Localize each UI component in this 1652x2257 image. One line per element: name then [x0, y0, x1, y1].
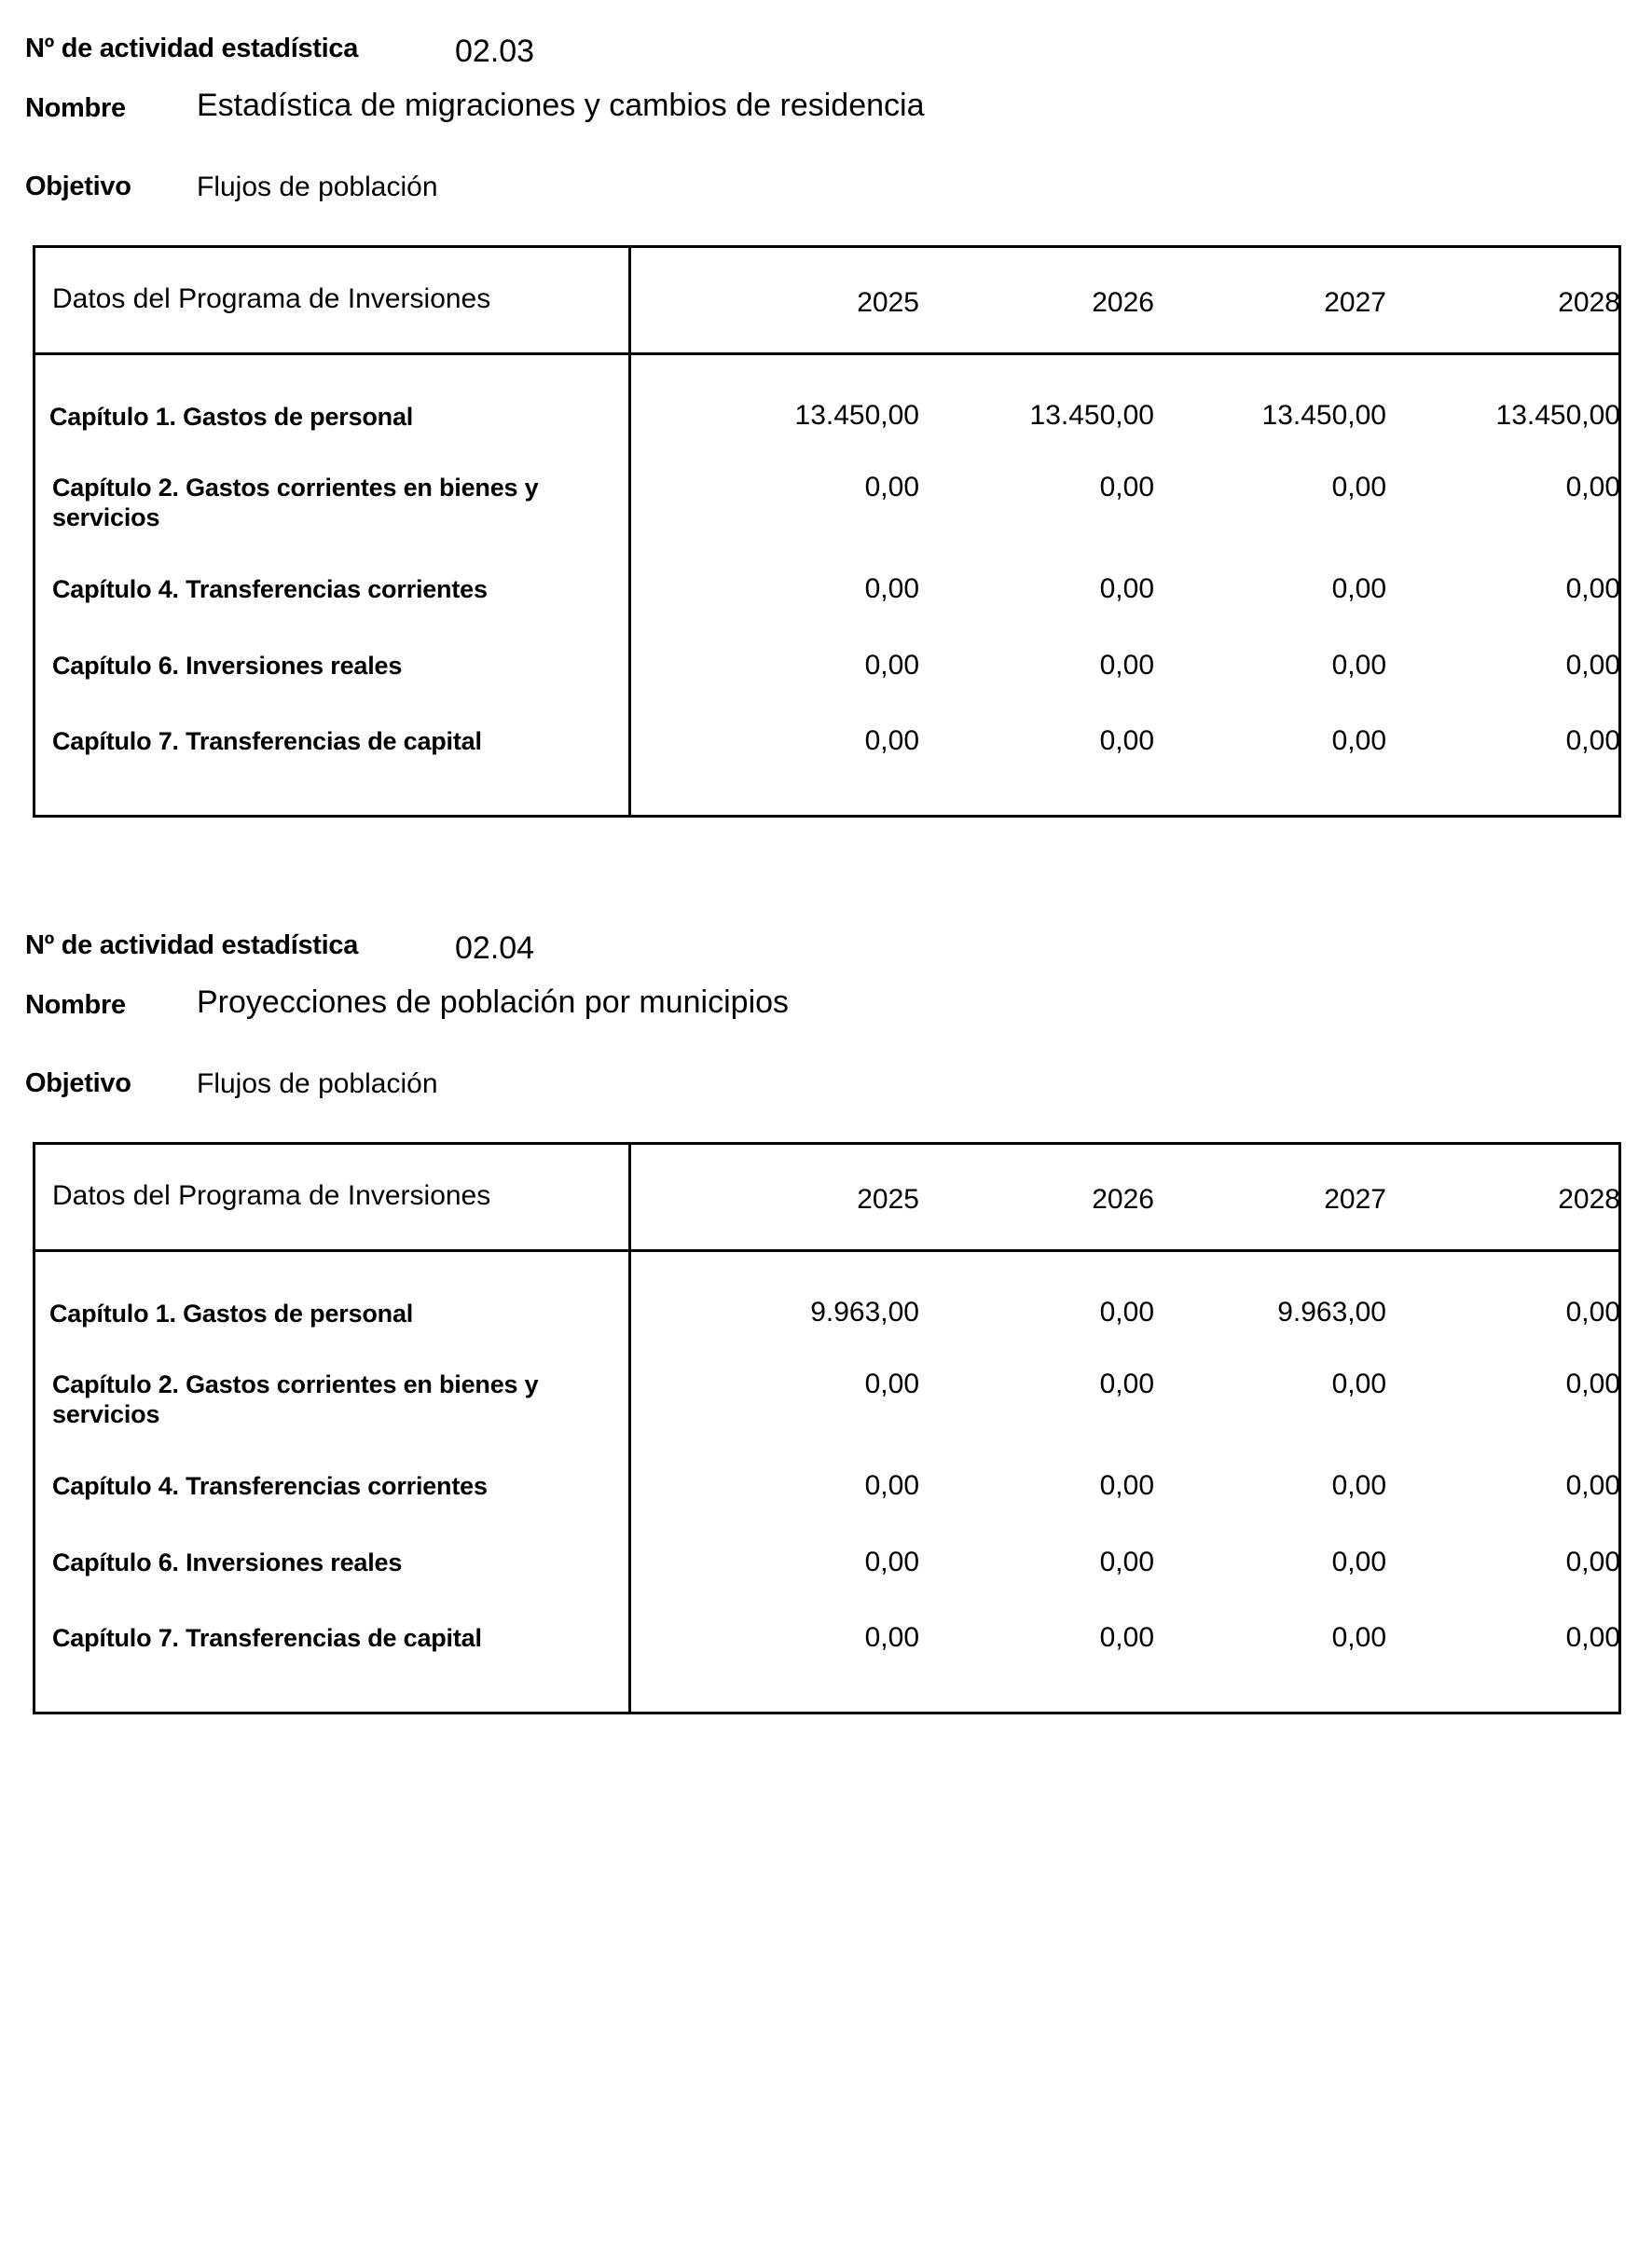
table-cell: 13.450,00 [1261, 400, 1386, 431]
table-cell: 0,00 [1565, 650, 1620, 681]
table-cell: 0,00 [1099, 1369, 1154, 1399]
table-cell: 13.450,00 [1029, 400, 1154, 431]
table-cell: 0,00 [1565, 725, 1620, 756]
activity-name-value: Proyecciones de población por municipios [197, 984, 790, 1020]
activity-name-label: Nombre [25, 990, 126, 1020]
year-header: 2027 [1324, 287, 1386, 318]
table-cell: 0,00 [1565, 1470, 1620, 1501]
year-header: 2028 [1558, 1184, 1620, 1215]
year-header: 2025 [857, 1184, 919, 1215]
table-cell: 0,00 [1099, 650, 1154, 681]
activity-number-value: 02.04 [455, 930, 535, 966]
table-cell: 0,00 [1099, 1470, 1154, 1501]
table-cell: 0,00 [1099, 1297, 1154, 1328]
activity-objective-label: Objetivo [25, 172, 131, 201]
table-row-label: Capítulo 6. Inversiones reales [52, 1548, 403, 1576]
table-row-label: Capítulo 1. Gastos de personal [49, 403, 414, 431]
table-cell: 0,00 [864, 1622, 919, 1653]
year-header: 2027 [1324, 1184, 1386, 1215]
activity-name-label: Nombre [25, 93, 126, 123]
activity-objective-value: Flujos de población [197, 172, 438, 202]
table-divider-vertical [628, 248, 631, 815]
table-cell: 0,00 [864, 650, 919, 681]
investment-table [33, 245, 1621, 818]
table-divider-horizontal [35, 352, 1618, 355]
table-row-label: Capítulo 4. Transferencias corrientes [52, 575, 488, 603]
activity-section-0203 [0, 0, 1652, 839]
table-divider-vertical [628, 1145, 631, 1712]
table-cell: 9.963,00 [810, 1297, 919, 1328]
table-row-label: Capítulo 2. Gastos corrientes en bienes y servicios [52, 474, 539, 531]
activity-objective-label: Objetivo [25, 1068, 131, 1098]
table-cell: 0,00 [1099, 1622, 1154, 1653]
table-cell: 0,00 [1565, 1297, 1620, 1328]
table-row-label: Capítulo 1. Gastos de personal [49, 1300, 414, 1328]
table-cell: 9.963,00 [1277, 1297, 1386, 1328]
table-cell: 0,00 [1331, 1369, 1386, 1399]
table-cell: 0,00 [1099, 1547, 1154, 1577]
table-row-label: Capítulo 6. Inversiones reales [52, 652, 403, 680]
table-cell: 0,00 [864, 472, 919, 502]
investment-table [33, 1142, 1621, 1714]
table-header-label: Datos del Programa de Inversiones [52, 1180, 491, 1211]
table-cell: 0,00 [1099, 472, 1154, 502]
table-cell: 13.450,00 [794, 400, 919, 431]
table-cell: 0,00 [1331, 1470, 1386, 1501]
table-row-label: Capítulo 2. Gastos corrientes en bienes y servicios [52, 1370, 539, 1428]
table-row-label: Capítulo 7. Transferencias de capital [52, 727, 482, 755]
table-cell: 0,00 [864, 573, 919, 604]
table-header-label: Datos del Programa de Inversiones [52, 283, 491, 314]
table-cell: 13.450,00 [1495, 400, 1620, 431]
table-cell: 0,00 [1331, 725, 1386, 756]
table-cell: 0,00 [1565, 1622, 1620, 1653]
year-header: 2028 [1558, 287, 1620, 318]
activity-section-0204 [0, 897, 1652, 1736]
activity-name-value: Estadística de migraciones y cambios de residencia [197, 88, 925, 123]
table-cell: 0,00 [1331, 573, 1386, 604]
activity-number-label: Nº de actividad estadística [25, 34, 359, 63]
year-header: 2025 [857, 287, 919, 318]
table-cell: 0,00 [1565, 472, 1620, 502]
activity-number-label: Nº de actividad estadística [25, 930, 359, 960]
table-divider-horizontal [35, 1249, 1618, 1252]
table-cell: 0,00 [1099, 725, 1154, 756]
activity-objective-value: Flujos de población [197, 1068, 438, 1099]
table-cell: 0,00 [1331, 1622, 1386, 1653]
table-row-label: Capítulo 4. Transferencias corrientes [52, 1472, 488, 1500]
table-cell: 0,00 [864, 1369, 919, 1399]
table-row-label: Capítulo 7. Transferencias de capital [52, 1624, 482, 1652]
table-cell: 0,00 [864, 1470, 919, 1501]
table-cell: 0,00 [1331, 472, 1386, 502]
table-cell: 0,00 [864, 1547, 919, 1577]
table-cell: 0,00 [1565, 1369, 1620, 1399]
table-cell: 0,00 [1331, 1547, 1386, 1577]
table-cell: 0,00 [1331, 650, 1386, 681]
table-cell: 0,00 [1565, 1547, 1620, 1577]
year-header: 2026 [1092, 1184, 1154, 1215]
year-header: 2026 [1092, 287, 1154, 318]
activity-number-value: 02.03 [455, 34, 535, 69]
table-cell: 0,00 [1099, 573, 1154, 604]
table-cell: 0,00 [864, 725, 919, 756]
table-cell: 0,00 [1565, 573, 1620, 604]
